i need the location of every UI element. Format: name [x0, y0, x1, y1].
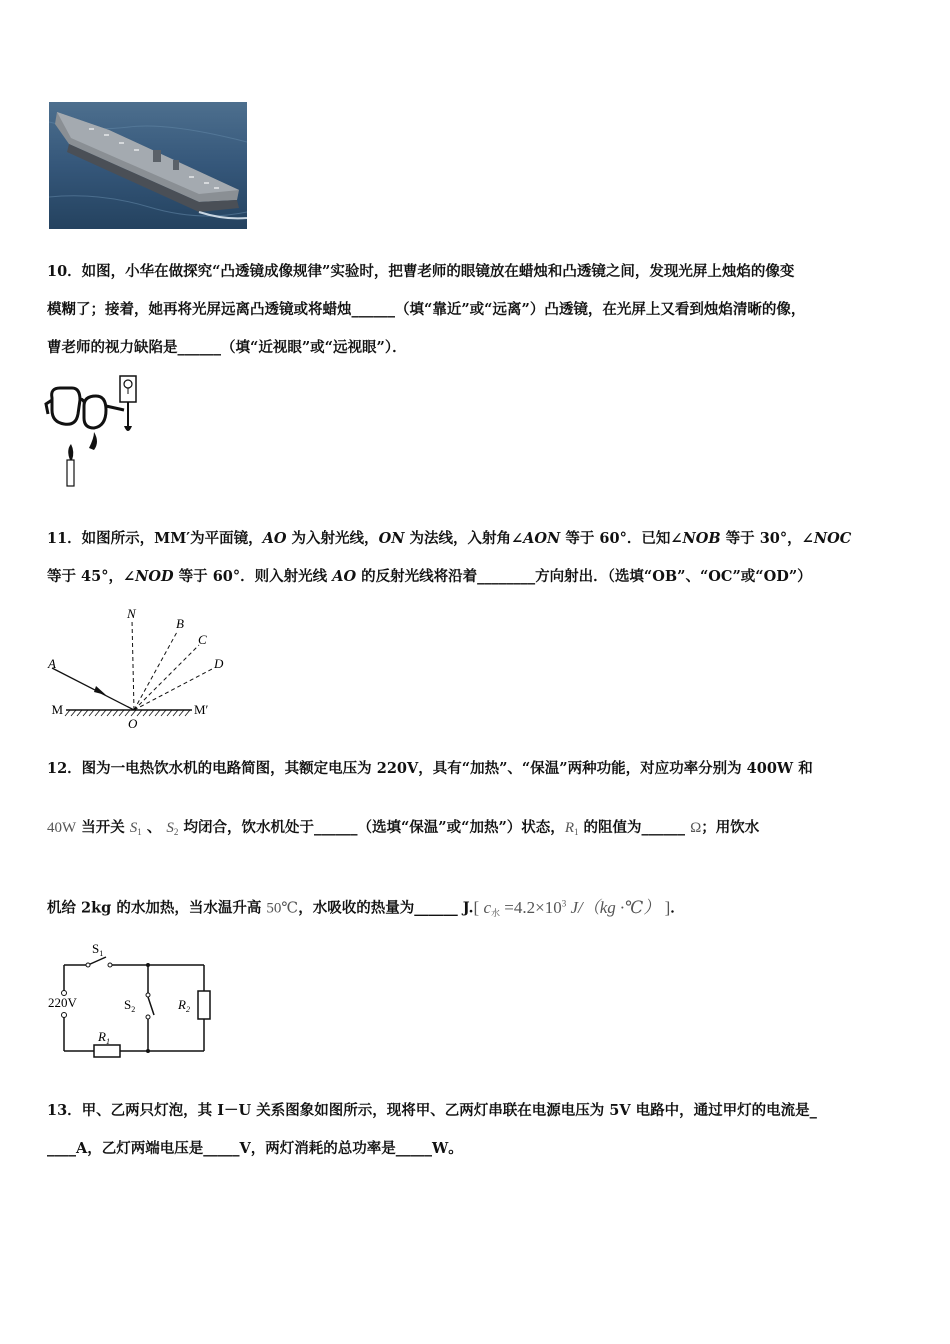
- label-220v: 220V: [48, 995, 77, 1010]
- question-10-line3: [47, 338, 907, 357]
- q12-line2-c: 均闭合，饮水机处于______（选填“保温”或“加热”）状态，: [178, 819, 565, 836]
- q11-aon: AON: [523, 530, 561, 547]
- q11-nob: NOB: [682, 530, 721, 547]
- label-a: A: [48, 656, 56, 671]
- label-r1: $R_1$: [98, 1029, 110, 1046]
- q12-line2-a: 当开关: [76, 819, 130, 836]
- q11-line2-e: 的反射光线将沿着________方向射出．（选填“OB”、“OC”或“OD”）: [356, 568, 812, 585]
- q11-line1-c: 为入射光线，: [286, 530, 379, 547]
- q12-s2-sub: 2: [173, 827, 179, 837]
- question-13: [47, 1101, 907, 1120]
- label-s1: $S_1$: [92, 941, 104, 958]
- q11-line1-a: 11．如图所示，MM′为平面镜，: [47, 530, 263, 547]
- q11-line1-e: 为法线，入射角∠: [404, 530, 524, 547]
- circuit-diagram: [44, 935, 214, 1060]
- q10-line2: 模糊了；接着，她再将光屏远离凸透镜或将蜡烛______（填“靠近”或“远离”）凸透镜，在光屏上又看到烛焰清晰的像，: [47, 301, 806, 318]
- q11-line2-c: 等于 60°．则入射光线: [173, 568, 333, 585]
- q12-ohm: Ω: [690, 820, 702, 836]
- question-11: [47, 529, 907, 548]
- question-12: [47, 759, 907, 778]
- label-o: O: [128, 716, 138, 730]
- question-11-line2: [47, 567, 907, 586]
- label-m-prime: M′: [194, 702, 209, 717]
- q12-line1: 12．图为一电热饮水机的电路简图，其额定电压为 220V，具有“加热”、“保温”两种功能，对应功率分别为 400W 和: [47, 760, 813, 777]
- q12-line2-b: 、: [141, 819, 167, 836]
- q12-line3-end: ．: [670, 899, 685, 917]
- label-b: B: [176, 616, 184, 631]
- label-c: C: [198, 632, 207, 647]
- q13-line2: ____A，乙灯两端电压是_____V，两灯消耗的总功率是_____W。: [47, 1140, 463, 1157]
- q11-line1-i: 等于 30°，∠: [720, 530, 814, 547]
- label-r2: $R_2$: [178, 997, 190, 1014]
- question-13-line2: [47, 1139, 907, 1158]
- q12-40w: 40W: [47, 820, 77, 836]
- mirror-reflection-diagram: [44, 600, 244, 730]
- q10-line1: 10．如图，小华在做探究“凸透镜成像规律”实验时，把曹老师的眼镜放在蜡烛和凸透镜之间，发现光屏上烛焰的像变: [47, 263, 795, 280]
- q12-s1: S: [129, 820, 138, 836]
- label-s2: $S_2$: [124, 997, 136, 1014]
- glasses-candle-diagram: [44, 370, 144, 490]
- q12-s2: S: [166, 820, 174, 836]
- q13-line1: 13．甲、乙两只灯泡，其 I－U 关系图象如图所示，现将甲、乙两灯串联在电源电压为 5V 电路中，通过甲灯的电流是_: [47, 1102, 817, 1119]
- q11-on: ON: [378, 530, 405, 547]
- question-10-line2: [47, 300, 907, 319]
- q11-ao-2: AO: [332, 568, 357, 585]
- question-10: [47, 262, 907, 281]
- q11-line2-a: 等于 45°，∠: [47, 568, 136, 585]
- q12-temp: 50℃: [266, 900, 299, 917]
- q12-r1-sub: 1: [573, 827, 579, 837]
- q12-line3-a: 机给 2kg 的水加热，当水温升高: [47, 899, 267, 917]
- q12-r1: R: [564, 820, 574, 836]
- question-12-line2: [47, 818, 907, 842]
- q12-s1-sub: 1: [137, 827, 142, 837]
- q11-nod: NOD: [135, 568, 174, 585]
- label-m: M: [51, 702, 63, 717]
- aircraft-carrier-photo: [49, 102, 247, 229]
- q12-line2-e: ；用饮水: [701, 819, 760, 836]
- question-12-line3: [47, 894, 907, 923]
- q12-formula: [ $c_水 =4.2\times 10^3$ J/（kg ·℃） ]: [473, 897, 671, 918]
- q10-line3: 曹老师的视力缺陷是______（填“近视眼”或“远视眼”）．: [47, 339, 407, 356]
- q11-line1-g: 等于 60°．已知∠: [560, 530, 683, 547]
- q11-noc: NOC: [813, 530, 852, 547]
- q11-ao: AO: [262, 530, 287, 547]
- label-d: D: [214, 656, 224, 671]
- label-n: N: [127, 606, 136, 621]
- q12-line2-d: 的阻值为______: [578, 819, 691, 836]
- q12-line3-b: ，水吸收的热量为______ J.: [298, 899, 474, 917]
